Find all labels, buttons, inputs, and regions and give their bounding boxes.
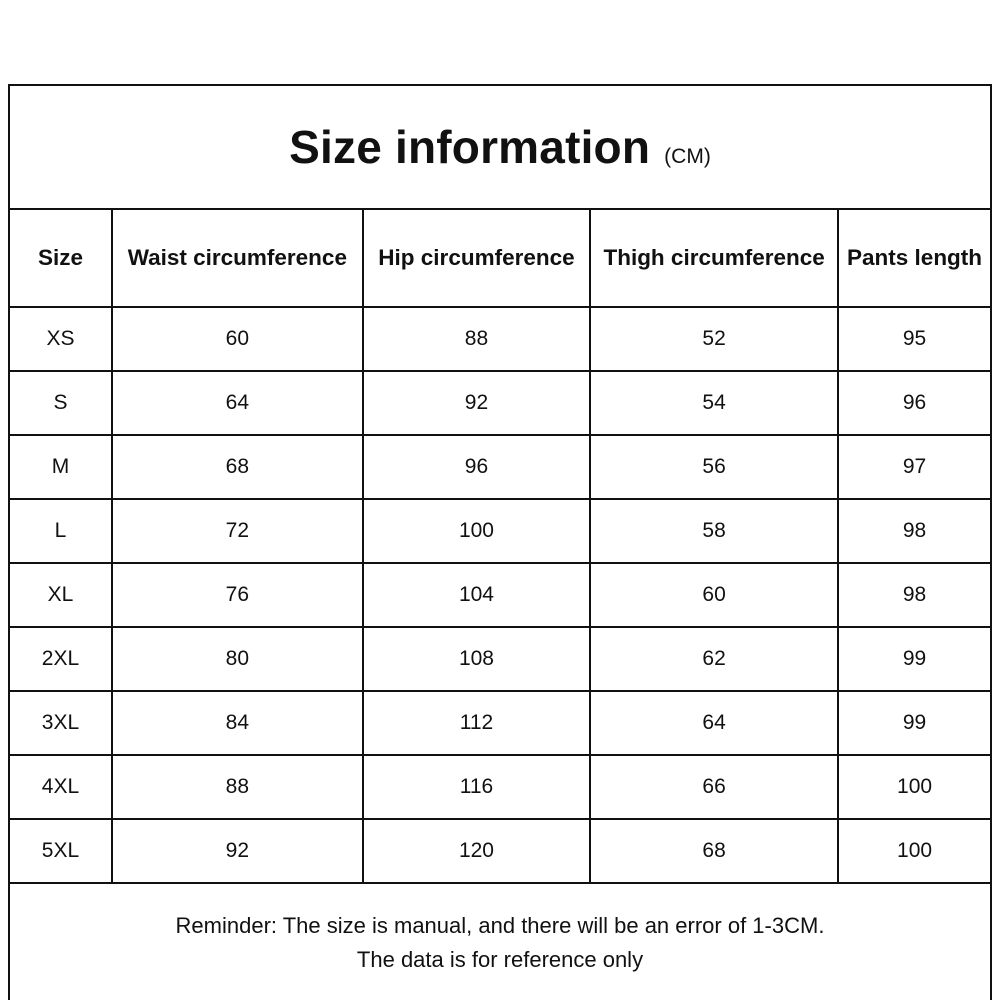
- cell-hip: 116: [363, 755, 590, 819]
- cell-size: L: [10, 499, 112, 563]
- cell-pants-length: 98: [838, 563, 990, 627]
- column-header-thigh: Thigh circumference: [590, 209, 838, 307]
- column-header-size: Size: [10, 209, 112, 307]
- reminder-note: [10, 883, 990, 1000]
- cell-waist: 88: [112, 755, 363, 819]
- reminder-line-1: Reminder: The size is manual, and there will be an error of 1-3CM.: [175, 912, 825, 938]
- cell-thigh: 64: [590, 691, 838, 755]
- cell-waist: 84: [112, 691, 363, 755]
- cell-thigh: 56: [590, 435, 838, 499]
- cell-pants-length: 95: [838, 307, 990, 371]
- cell-thigh: 54: [590, 371, 838, 435]
- cell-thigh: 68: [590, 819, 838, 883]
- table-row: [10, 627, 990, 691]
- table-row: [10, 307, 990, 371]
- cell-hip: 96: [363, 435, 590, 499]
- cell-size: M: [10, 435, 112, 499]
- cell-thigh: 62: [590, 627, 838, 691]
- cell-pants-length: 99: [838, 691, 990, 755]
- cell-size: 2XL: [10, 627, 112, 691]
- cell-waist: 68: [112, 435, 363, 499]
- reminder-line-2: The data is for reference only: [356, 947, 644, 972]
- cell-thigh: 58: [590, 499, 838, 563]
- cell-hip: 104: [363, 563, 590, 627]
- table-row: [10, 755, 990, 819]
- cell-hip: 108: [363, 627, 590, 691]
- table-row: [10, 435, 990, 499]
- title-inner: [10, 120, 990, 174]
- cell-size: XL: [10, 563, 112, 627]
- cell-size: S: [10, 371, 112, 435]
- column-header-pants-length: Pants length: [838, 209, 990, 307]
- table-row: [10, 371, 990, 435]
- cell-hip: 100: [363, 499, 590, 563]
- cell-waist: 80: [112, 627, 363, 691]
- cell-size: 3XL: [10, 691, 112, 755]
- table-row: [10, 499, 990, 563]
- size-chart-table: [10, 86, 990, 1000]
- table-row: [10, 563, 990, 627]
- cell-hip: 120: [363, 819, 590, 883]
- cell-waist: 92: [112, 819, 363, 883]
- title-unit-label: (CM): [664, 145, 711, 168]
- cell-waist: 76: [112, 563, 363, 627]
- table-row: [10, 819, 990, 883]
- size-chart-table-container: [8, 84, 992, 1000]
- cell-size: XS: [10, 307, 112, 371]
- cell-waist: 64: [112, 371, 363, 435]
- cell-pants-length: 99: [838, 627, 990, 691]
- title-cell: [10, 86, 990, 209]
- cell-pants-length: 96: [838, 371, 990, 435]
- table-header-row: [10, 209, 990, 307]
- page-title: Size information: [289, 121, 651, 173]
- cell-pants-length: 97: [838, 435, 990, 499]
- column-header-waist: Waist circumference: [112, 209, 363, 307]
- cell-waist: 60: [112, 307, 363, 371]
- cell-pants-length: 100: [838, 755, 990, 819]
- column-header-hip: Hip circumference: [363, 209, 590, 307]
- cell-hip: 92: [363, 371, 590, 435]
- cell-pants-length: 100: [838, 819, 990, 883]
- cell-size: 4XL: [10, 755, 112, 819]
- cell-waist: 72: [112, 499, 363, 563]
- cell-thigh: 60: [590, 563, 838, 627]
- note-row: [10, 883, 990, 1000]
- cell-hip: 112: [363, 691, 590, 755]
- cell-hip: 88: [363, 307, 590, 371]
- cell-size: 5XL: [10, 819, 112, 883]
- table-row: [10, 691, 990, 755]
- cell-thigh: 66: [590, 755, 838, 819]
- title-row: [10, 86, 990, 209]
- cell-pants-length: 98: [838, 499, 990, 563]
- cell-thigh: 52: [590, 307, 838, 371]
